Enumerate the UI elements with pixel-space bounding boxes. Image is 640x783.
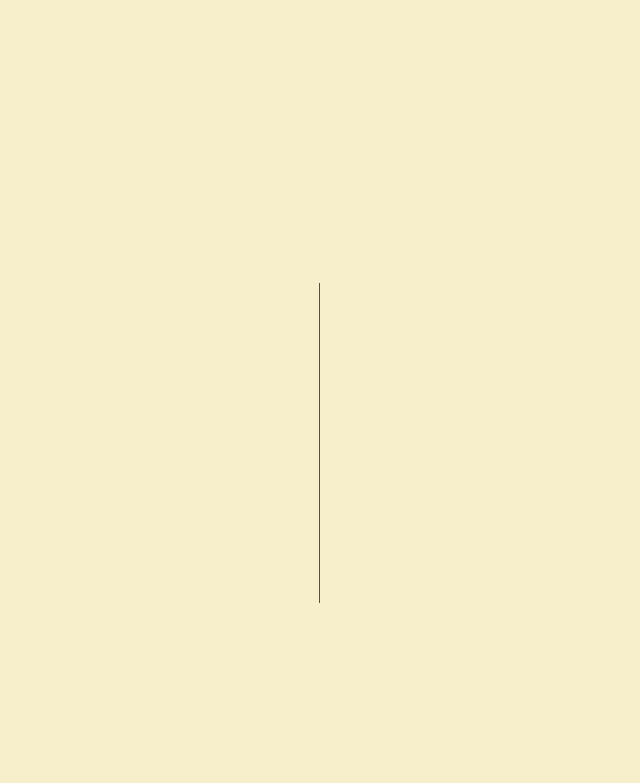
column-divider [319, 283, 320, 603]
music-score-badea [0, 624, 640, 744]
music-score-st-thomas [0, 76, 640, 256]
